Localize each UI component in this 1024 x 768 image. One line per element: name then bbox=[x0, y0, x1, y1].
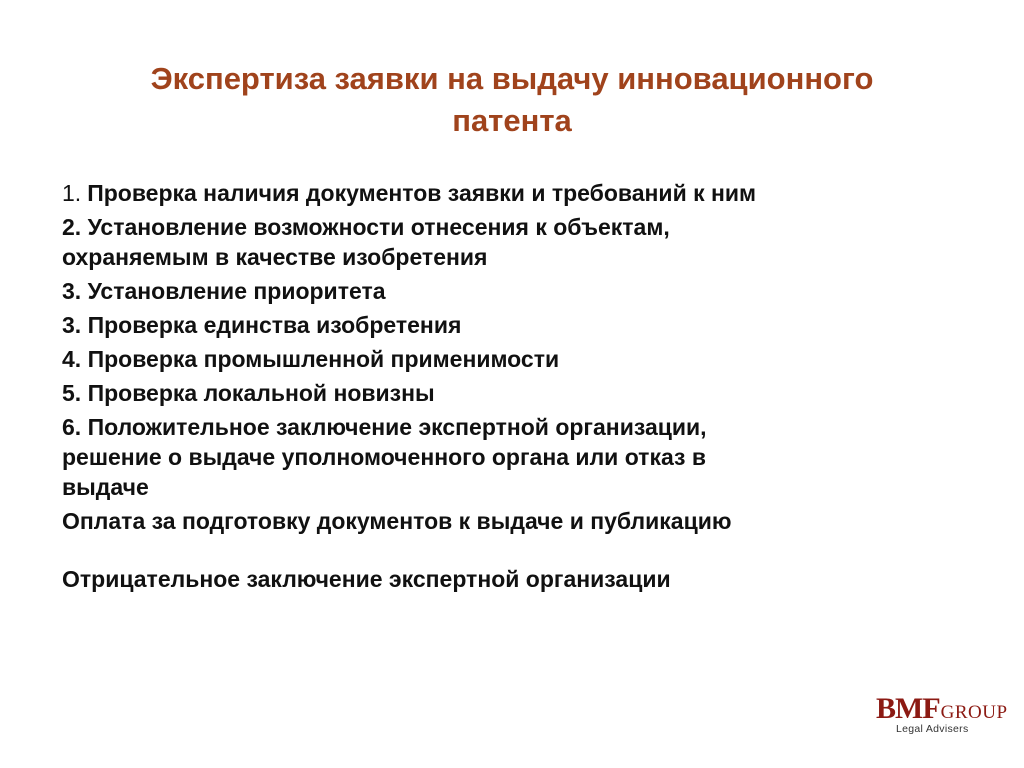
step-number: 3. bbox=[62, 312, 82, 338]
payment-line: Оплата за подготовку документов к выдаче и публикацию bbox=[62, 508, 732, 534]
step-item bbox=[62, 344, 962, 374]
step-item bbox=[62, 412, 962, 502]
step-text: Установление приоритета bbox=[87, 278, 386, 304]
step-text-continued: охраняемым в качестве изобретения bbox=[62, 244, 488, 270]
steps-list bbox=[62, 178, 962, 598]
step-item bbox=[62, 212, 962, 272]
logo-bmf: BMF bbox=[876, 692, 940, 725]
step-text-continued: решение о выдаче уполномоченного органа или отказ в bbox=[62, 444, 706, 470]
logo-tagline: Legal Advisers bbox=[896, 723, 969, 735]
bmf-group-logo bbox=[876, 692, 1008, 742]
step-text: Проверка промышленной применимости bbox=[87, 346, 560, 372]
step-item bbox=[62, 310, 962, 340]
step-number: 1. bbox=[62, 180, 82, 206]
step-text: Установление возможности отнесения к объектам, bbox=[87, 214, 670, 240]
step-text: Проверка единства изобретения bbox=[87, 312, 462, 338]
step-item bbox=[62, 178, 962, 208]
step-number: 4. bbox=[62, 346, 82, 372]
step-item bbox=[62, 378, 962, 408]
step-text: Проверка локальной новизны bbox=[87, 380, 435, 406]
step-number: 5. bbox=[62, 380, 82, 406]
step-number: 6. bbox=[62, 414, 82, 440]
step-text: Проверка наличия документов заявки и требований к ним bbox=[87, 180, 757, 206]
step-item bbox=[62, 276, 962, 306]
step-number: 2. bbox=[62, 214, 82, 240]
logo-wordmark bbox=[876, 692, 1008, 726]
negative-conclusion-line: Отрицательное заключение экспертной организации bbox=[62, 566, 671, 592]
step-number: 3. bbox=[62, 278, 82, 304]
slide-title bbox=[0, 58, 1024, 142]
slide-title-line-1: Экспертиза заявки на выдачу инновационного bbox=[150, 61, 874, 96]
slide-title-line-2: патента bbox=[452, 103, 572, 138]
logo-group: GROUP bbox=[940, 702, 1008, 723]
step-text: Положительное заключение экспертной организации, bbox=[87, 414, 707, 440]
step-text-continued: выдаче bbox=[62, 474, 149, 500]
